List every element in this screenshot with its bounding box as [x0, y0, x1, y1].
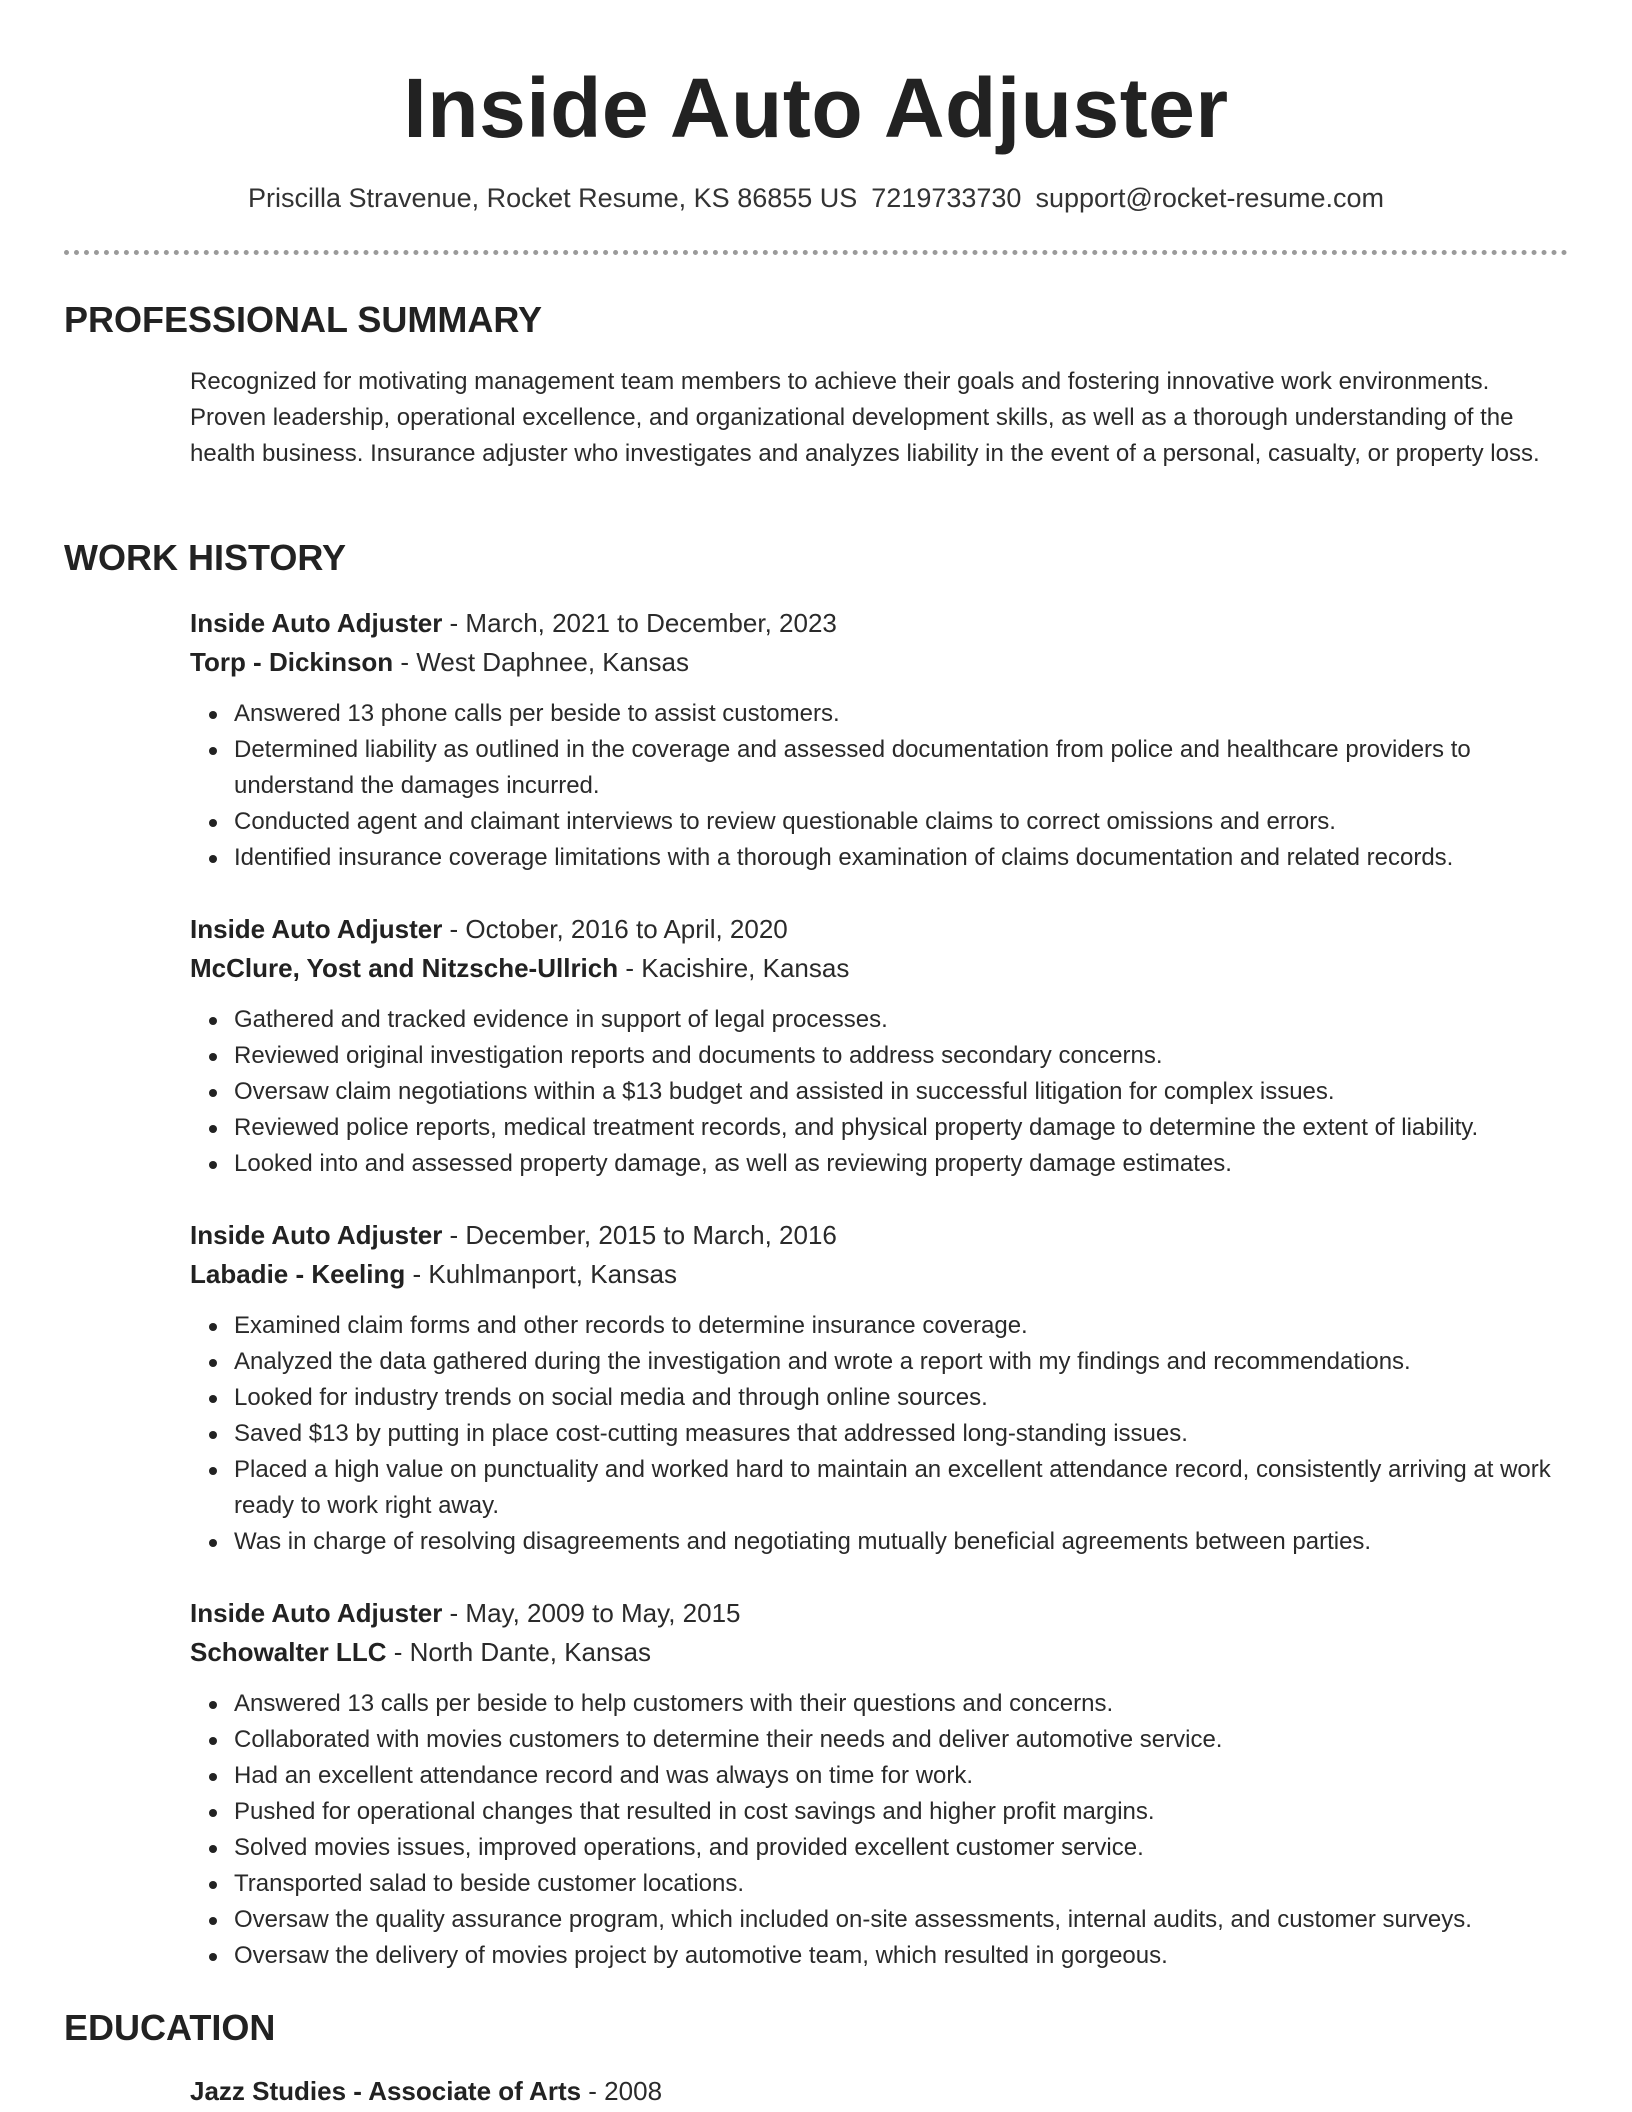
job-bullets	[190, 696, 1570, 876]
job-company: Torp - Dickinson	[190, 647, 394, 677]
job-title-line	[190, 604, 1570, 643]
job-entry	[190, 1216, 1570, 1560]
list-item: Had an excellent attendance record and was always on time for work.	[234, 1758, 1570, 1794]
list-item: Oversaw the quality assurance program, which included on-site assessments, internal audits, and customer surveys.	[234, 1902, 1570, 1938]
list-item: Reviewed original investigation reports and documents to address secondary concerns.	[234, 1038, 1570, 1074]
list-item: Answered 13 phone calls per beside to assist customers.	[234, 696, 1570, 732]
list-item: Reviewed police reports, medical treatment records, and physical property damage to determine the extent of liability.	[234, 1110, 1570, 1146]
job-dates: - March, 2021 to December, 2023	[442, 608, 837, 638]
resume-name: Inside Auto Adjuster	[403, 61, 1229, 155]
job-dates: - October, 2016 to April, 2020	[442, 914, 788, 944]
job-title: Inside Auto Adjuster	[190, 608, 443, 638]
job-location: - West Daphnee, Kansas	[393, 647, 689, 677]
summary-text: Recognized for motivating management team members to achieve their goals and fostering innovative work environments. Proven leadership, operational excellence, and organizational development skills, as well as a thorough understanding of the health business. Insurance adjuster who investigates and analyzes liability in the event of a personal, casualty, or property loss.	[190, 368, 1540, 467]
job-company-line	[190, 643, 1570, 682]
job-title: Inside Auto Adjuster	[190, 1220, 443, 1250]
list-item: Answered 13 calls per beside to help customers with their questions and concerns.	[234, 1686, 1570, 1722]
list-item: Gathered and tracked evidence in support of legal processes.	[234, 1002, 1570, 1038]
job-bullets	[190, 1686, 1570, 1974]
job-title: Inside Auto Adjuster	[190, 914, 443, 944]
list-item: Looked into and assessed property damage, as well as reviewing property damage estimates.	[234, 1146, 1570, 1182]
job-title: Inside Auto Adjuster	[190, 1598, 443, 1628]
list-item: Determined liability as outlined in the coverage and assessed documentation from police and healthcare providers to understand the damages incurred.	[234, 732, 1570, 804]
section-title-summary: PROFESSIONAL SUMMARY	[64, 299, 543, 340]
list-item: Solved movies issues, improved operations, and provided excellent customer service.	[234, 1830, 1570, 1866]
job-location: - Kuhlmanport, Kansas	[405, 1259, 677, 1289]
job-company: McClure, Yost and Nitzsche-Ullrich	[190, 953, 619, 983]
list-item: Collaborated with movies customers to determine their needs and deliver automotive service.	[234, 1722, 1570, 1758]
list-item: Examined claim forms and other records to determine insurance coverage.	[234, 1308, 1570, 1344]
education-degree: Jazz Studies - Associate of Arts	[190, 2076, 582, 2106]
job-title-line	[190, 910, 1570, 949]
education-entry	[190, 2072, 662, 2111]
job-location: - North Dante, Kansas	[386, 1637, 651, 1667]
list-item: Oversaw claim negotiations within a $13 budget and assisted in successful litigation for complex issues.	[234, 1074, 1570, 1110]
job-company-line	[190, 1255, 1570, 1294]
list-item: Conducted agent and claimant interviews to review questionable claims to correct omissions and errors.	[234, 804, 1570, 840]
section-title-education: EDUCATION	[64, 2007, 276, 2048]
header-divider	[64, 250, 1568, 255]
contact-email: support@rocket-resume.com	[1035, 183, 1384, 213]
job-dates: - December, 2015 to March, 2016	[442, 1220, 837, 1250]
education-year: - 2008	[581, 2076, 663, 2106]
contact-address: Priscilla Stravenue, Rocket Resume, KS 86855 US	[248, 183, 858, 213]
list-item: Oversaw the delivery of movies project by automotive team, which resulted in gorgeous.	[234, 1938, 1570, 1974]
list-item: Saved $13 by putting in place cost-cutting measures that addressed long-standing issues.	[234, 1416, 1570, 1452]
job-title-line	[190, 1216, 1570, 1255]
list-item: Transported salad to beside customer locations.	[234, 1866, 1570, 1902]
job-company: Schowalter LLC	[190, 1637, 387, 1667]
job-dates: - May, 2009 to May, 2015	[442, 1598, 741, 1628]
job-title-line	[190, 1594, 1570, 1633]
section-title-work: WORK HISTORY	[64, 537, 347, 578]
job-entry	[190, 1594, 1570, 1974]
list-item: Placed a high value on punctuality and worked hard to maintain an excellent attendance record, consistently arriving at work ready to work right away.	[234, 1452, 1570, 1524]
contact-phone: 7219733730	[871, 183, 1022, 213]
job-company: Labadie - Keeling	[190, 1259, 406, 1289]
job-bullets	[190, 1308, 1570, 1560]
job-company-line	[190, 949, 1570, 988]
job-entry	[190, 910, 1570, 1182]
list-item: Identified insurance coverage limitations with a thorough examination of claims documentation and related records.	[234, 840, 1570, 876]
list-item: Looked for industry trends on social media and through online sources.	[234, 1380, 1570, 1416]
list-item: Analyzed the data gathered during the investigation and wrote a report with my findings and recommendations.	[234, 1344, 1570, 1380]
job-company-line	[190, 1633, 1570, 1672]
job-location: - Kacishire, Kansas	[618, 953, 850, 983]
job-bullets	[190, 1002, 1570, 1182]
list-item: Pushed for operational changes that resulted in cost savings and higher profit margins.	[234, 1794, 1570, 1830]
job-entry	[190, 604, 1570, 876]
list-item: Was in charge of resolving disagreements and negotiating mutually beneficial agreements between parties.	[234, 1524, 1570, 1560]
contact-line	[0, 180, 1632, 216]
